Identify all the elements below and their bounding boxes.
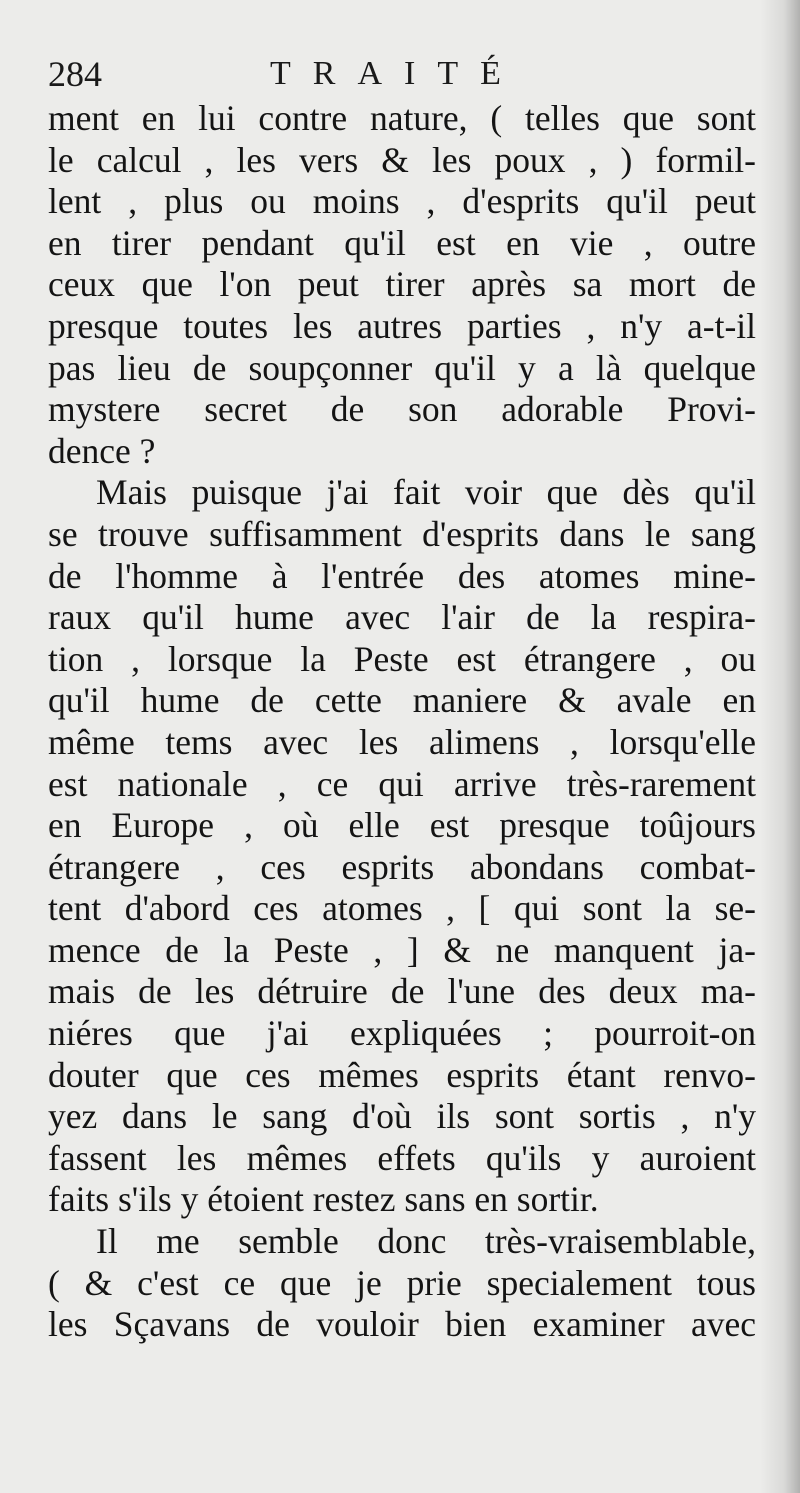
text-line: lent , plus ou moins , d'esprits qu'il peut	[48, 181, 756, 222]
text-line: étrangere , ces esprits abondans combat-	[48, 846, 756, 887]
text-line: fassent les mêmes effets qu'ils y auroient	[48, 1137, 756, 1178]
text-line: presque toutes les autres parties , n'y a-t-il	[48, 305, 756, 346]
running-head: TRAITÉ	[270, 55, 523, 92]
text-line: faits s'ils y étoient restez sans en sortir.	[48, 1179, 599, 1220]
text-line: les Sçavans de vouloir bien examiner avec	[48, 1304, 756, 1345]
text-line: mence de la Peste , ] & ne manquent ja-	[48, 929, 756, 970]
text-line: est nationale , ce qui arrive très-rarement	[48, 763, 756, 804]
text-line: Il me semble donc très-vraisemblable,	[96, 1221, 756, 1262]
text-line: qu'il hume de cette maniere & avale en	[48, 680, 756, 721]
text-line: niéres que j'ai expliquées ; pourroit-on	[48, 1013, 756, 1054]
text-line: tent d'abord ces atomes , [ qui sont la se-	[48, 888, 756, 929]
page-number: 284	[48, 54, 102, 94]
text-line: mystere secret de son adorable Provi-	[48, 389, 756, 430]
text-line: en Europe , où elle est presque toûjours	[48, 805, 756, 846]
page-header	[48, 52, 748, 96]
text-line: ment en lui contre nature, ( telles que sont	[48, 98, 756, 138]
text-line: ceux que l'on peut tirer après sa mort de	[48, 264, 756, 305]
page-edge-shadow	[760, 0, 800, 1493]
text-line: en tirer pendant qu'il est en vie , outre	[48, 222, 756, 263]
text-line: douter que ces mêmes esprits étant renvo-	[48, 1054, 756, 1095]
text-line: se trouve suffisamment d'esprits dans le sang	[48, 513, 756, 554]
text-line: dence ?	[48, 430, 156, 471]
text-line: mais de les détruire de l'une des deux ma-	[48, 971, 756, 1012]
text-line: ( & c'est ce que je prie specialement tous	[48, 1262, 756, 1303]
text-line: raux qu'il hume avec l'air de la respira-	[48, 597, 756, 638]
text-line: de l'homme à l'entrée des atomes mine-	[48, 555, 756, 596]
body-text	[48, 98, 756, 1346]
text-line: pas lieu de soupçonner qu'il y a là quelque	[48, 347, 756, 388]
text-line: Mais puisque j'ai fait voir que dès qu'il	[96, 472, 756, 513]
text-line: yez dans le sang d'où ils sont sortis , n'y	[48, 1096, 756, 1137]
text-line: tion , lorsque la Peste est étrangere , ou	[48, 638, 756, 679]
text-line: le calcul , les vers & les poux , ) formil-	[48, 139, 756, 180]
text-line: même tems avec les alimens , lorsqu'elle	[48, 721, 756, 762]
